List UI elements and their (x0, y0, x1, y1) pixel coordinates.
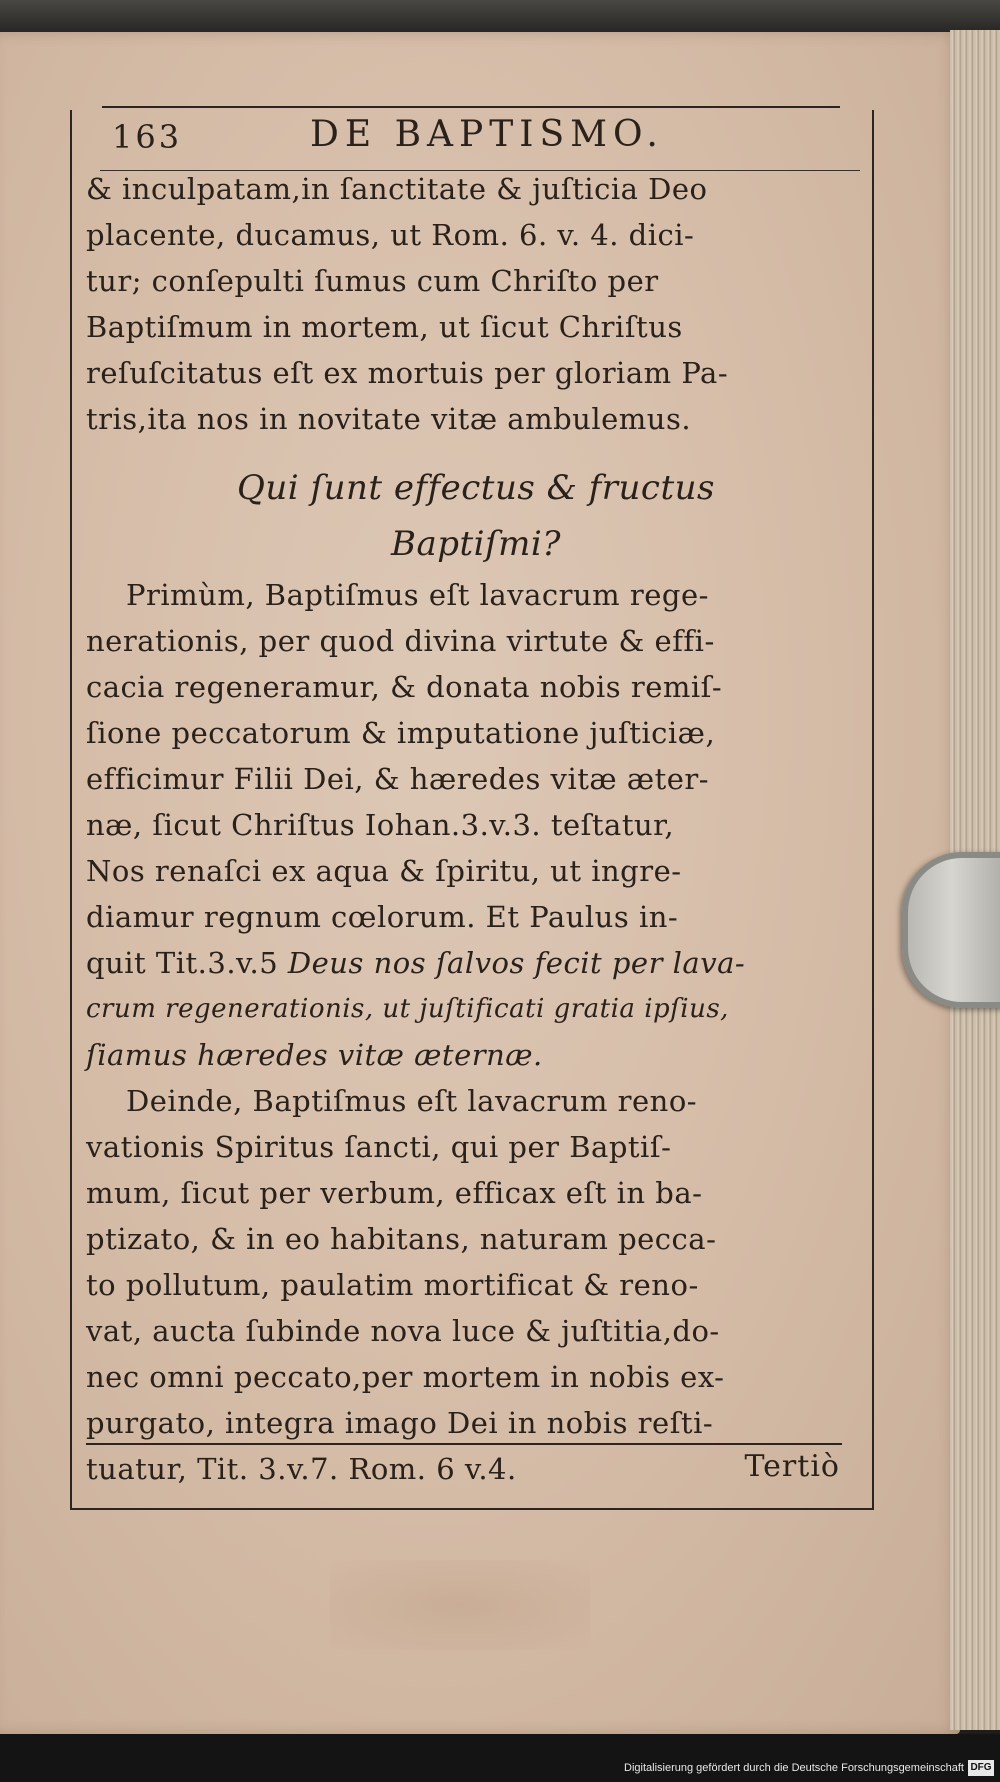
text-line: efficimur Filii Dei, & hæredes vitæ æter- (86, 762, 710, 796)
text-line: cacia regeneramur, & donata nobis remiſ- (86, 670, 723, 704)
book-clasp (902, 852, 1000, 1008)
page-number: 163 (112, 118, 183, 156)
dfg-logo: DFG (968, 1760, 994, 1776)
text-line: to pollutum, paulatim mortificat & reno- (86, 1268, 699, 1302)
text-line: ſione peccatorum & imputatione juſticiæ, (86, 716, 716, 750)
text-line: Deinde, Baptiſmus eſt lavacrum reno- (126, 1084, 698, 1118)
roman-segment: quit Tit.3.v.5 (86, 946, 288, 980)
text-line: Primùm, Baptiſmus eſt lavacrum rege- (126, 578, 709, 612)
text-line: placente, ducamus, ut Rom. 6. v. 4. dici- (86, 218, 695, 252)
text-line: purgato, integra imago Dei in nobis reſti- (86, 1406, 714, 1440)
question-heading-line: Baptiſmi? (391, 524, 561, 564)
text-line: vationis Spiritus ſancti, qui per Baptiſ- (86, 1130, 672, 1164)
italic-segment: Deus nos ſalvos fecit per lava- (287, 946, 746, 980)
text-line: tris,ita nos in novitate vitæ ambulemus. (86, 402, 692, 436)
text-line: næ, ſicut Chriſtus Iohan.3.v.3. teſtatur, (86, 808, 675, 842)
text-line: diamur regnum cœlorum. Et Paulus in- (86, 900, 679, 934)
text-line: Baptiſmum in mortem, ut ſicut Chriſtus (86, 310, 683, 344)
paper-stain (330, 1560, 590, 1650)
text-line: tur; conſepulti ſumus cum Chriſto per (86, 264, 659, 298)
question-heading-line: Qui ſunt effectus & fructus (237, 468, 715, 508)
text-line: Nos renaſci ex aqua & ſpiritu, ut ingre- (86, 854, 682, 888)
text-line: nec omni peccato,per mortem in nobis ex- (86, 1360, 725, 1394)
digitization-credit: Digitalisierung gefördert durch die Deutsche Forschungsgemeinschaft (624, 1762, 964, 1774)
body-text (86, 166, 866, 1492)
text-line (86, 940, 866, 986)
text-line: vat, aucta ſubinde nova luce & juſtitia,do- (86, 1314, 720, 1348)
text-line: ptizato, & in eo habitans, naturam pecca- (86, 1222, 717, 1256)
text-line: & inculpatam,in ſanctitate & juſticia Deo (86, 172, 708, 206)
catchword: Tertiò (744, 1449, 840, 1484)
text-line: mum, ſicut per verbum, efficax eſt in ba- (86, 1176, 703, 1210)
text-line: reſuſcitatus eſt ex mortuis per gloriam Pa- (86, 356, 729, 390)
scan-bottom-band (0, 1734, 1000, 1782)
italic-line: ſiamus hæredes vitæ æternæ. (86, 1038, 543, 1072)
text-line: nerationis, per quod divina virtute & effi- (86, 624, 715, 658)
text-line: tuatur, Tit. 3.v.7. Rom. 6 v.4. (86, 1452, 517, 1486)
running-head: DE BAPTISMO. (310, 114, 664, 155)
header-rule (102, 106, 840, 108)
italic-line: crum regenerationis, ut juſtificati gratia ipſius, (86, 994, 729, 1024)
